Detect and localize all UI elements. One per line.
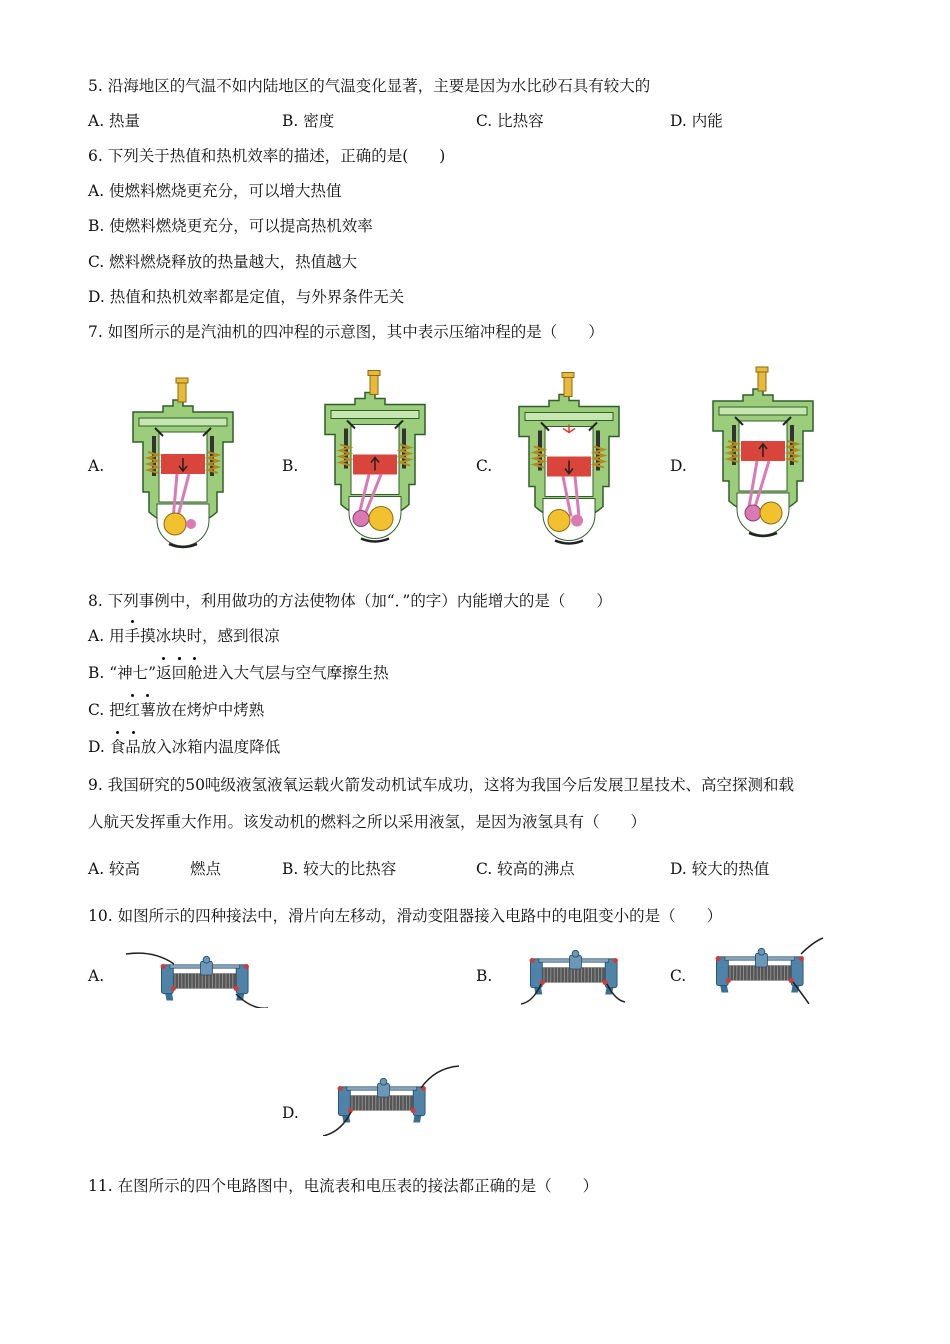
rheostat-diagram-a bbox=[124, 946, 269, 1008]
q8-b-pre: B. “神七” bbox=[88, 664, 157, 682]
rheostat-diagram-c bbox=[708, 936, 824, 1004]
q8-c-dot-char: 红 bbox=[124, 701, 141, 719]
q8-c-dot-char: 薯 bbox=[140, 701, 156, 719]
q8-d-dot-char: 品 bbox=[125, 738, 141, 756]
q9-option-b: B. 较大的比热容 bbox=[282, 860, 397, 878]
q7-label-a: A. bbox=[88, 457, 105, 475]
q7-label-b: B. bbox=[282, 457, 299, 475]
q8-b-dot-char: 舱 bbox=[187, 664, 203, 682]
q9-option-d: D. 较大的热值 bbox=[670, 860, 770, 878]
q9-stem-line2: 人航天发挥重大作用。该发动机的燃料之所以采用液氢，是因为液氢具有（ ） bbox=[88, 813, 647, 831]
q5-stem: 5. 沿海地区的气温不如内陆地区的气温变化显著，主要是因为水比砂石具有较大的 bbox=[88, 77, 651, 95]
q8-option-b bbox=[88, 663, 389, 683]
q8-stem: 8. 下列事例中，利用做功的方法使物体（加“．”的字）内能增大的是（ ） bbox=[88, 592, 612, 610]
q8-d-pre: D. bbox=[88, 738, 110, 756]
q8-c-pre: C. 把 bbox=[88, 701, 125, 719]
q7-stem: 7. 如图所示的是汽油机的四冲程的示意图，其中表示压缩冲程的是（ ） bbox=[88, 323, 604, 341]
q5-option-c: C. 比热容 bbox=[476, 112, 544, 130]
q8-d-dot-char: 食 bbox=[109, 738, 126, 756]
q8-a-post: 摸冰块时，感到很凉 bbox=[140, 627, 280, 645]
q10-stem: 10. 如图所示的四种接法中，滑片向左移动，滑动变阻器接入电路中的电阻变小的是（ ） bbox=[88, 907, 723, 925]
q10-label-a: A. bbox=[88, 967, 105, 985]
q5-option-d: D. 内能 bbox=[670, 112, 723, 130]
rheostat-diagram-b bbox=[516, 940, 628, 1008]
engine-diagram-c bbox=[514, 364, 624, 554]
engine-diagram-a bbox=[128, 372, 238, 557]
q8-option-a bbox=[88, 626, 280, 646]
q7-label-d: D. bbox=[670, 457, 687, 475]
rheostat-diagram-d bbox=[320, 1060, 460, 1136]
q6-option-a: A. 使燃料燃烧更充分，可以增大热值 bbox=[88, 182, 342, 200]
q8-option-c bbox=[88, 700, 264, 720]
engine-diagram-d bbox=[708, 356, 818, 551]
q8-b-dotted bbox=[156, 663, 203, 683]
q8-option-d bbox=[88, 737, 280, 757]
q10-label-d: D. bbox=[282, 1104, 299, 1122]
q5-option-b: B. 密度 bbox=[282, 112, 335, 130]
q9-option-a-part2: 燃点 bbox=[190, 860, 222, 878]
q8-b-dot-char: 返 bbox=[156, 664, 172, 682]
q6-stem: 6. 下列关于热值和热机效率的描述，正确的是( ) bbox=[88, 147, 446, 165]
q9-option-a-part1: A. 较高 bbox=[88, 860, 141, 878]
q8-d-post: 放入冰箱内温度降低 bbox=[140, 738, 281, 756]
q8-b-dot-char: 回 bbox=[171, 664, 188, 682]
q5-option-a: A. 热量 bbox=[88, 112, 141, 130]
q6-option-b: B. 使燃料燃烧更充分，可以提高热机效率 bbox=[88, 217, 373, 235]
q6-option-d: D. 热值和热机效率都是定值，与外界条件无关 bbox=[88, 288, 405, 306]
q8-a-pre: A. 用 bbox=[88, 627, 125, 645]
q8-a-dotted: 手 bbox=[124, 627, 141, 645]
q10-label-b: B. bbox=[476, 967, 493, 985]
q10-label-c: C. bbox=[670, 967, 687, 985]
q8-c-post: 放在烤炉中烤熟 bbox=[155, 701, 265, 719]
q7-label-c: C. bbox=[476, 457, 493, 475]
q6-option-c: C. 燃料燃烧释放的热量越大，热值越大 bbox=[88, 253, 358, 271]
q9-stem-line1: 9. 我国研究的50吨级液氢液氧运载火箭发动机试车成功，这将为我国今后发展卫星技术、高空探测和载 bbox=[88, 776, 794, 794]
q8-b-post: 进入大气层与空气摩擦生热 bbox=[202, 664, 389, 682]
q9-option-c: C. 较高的沸点 bbox=[476, 860, 575, 878]
engine-diagram-b bbox=[320, 362, 430, 552]
q11-stem: 11. 在图所示的四个电路图中，电流表和电压表的接法都正确的是（ ） bbox=[88, 1177, 599, 1195]
